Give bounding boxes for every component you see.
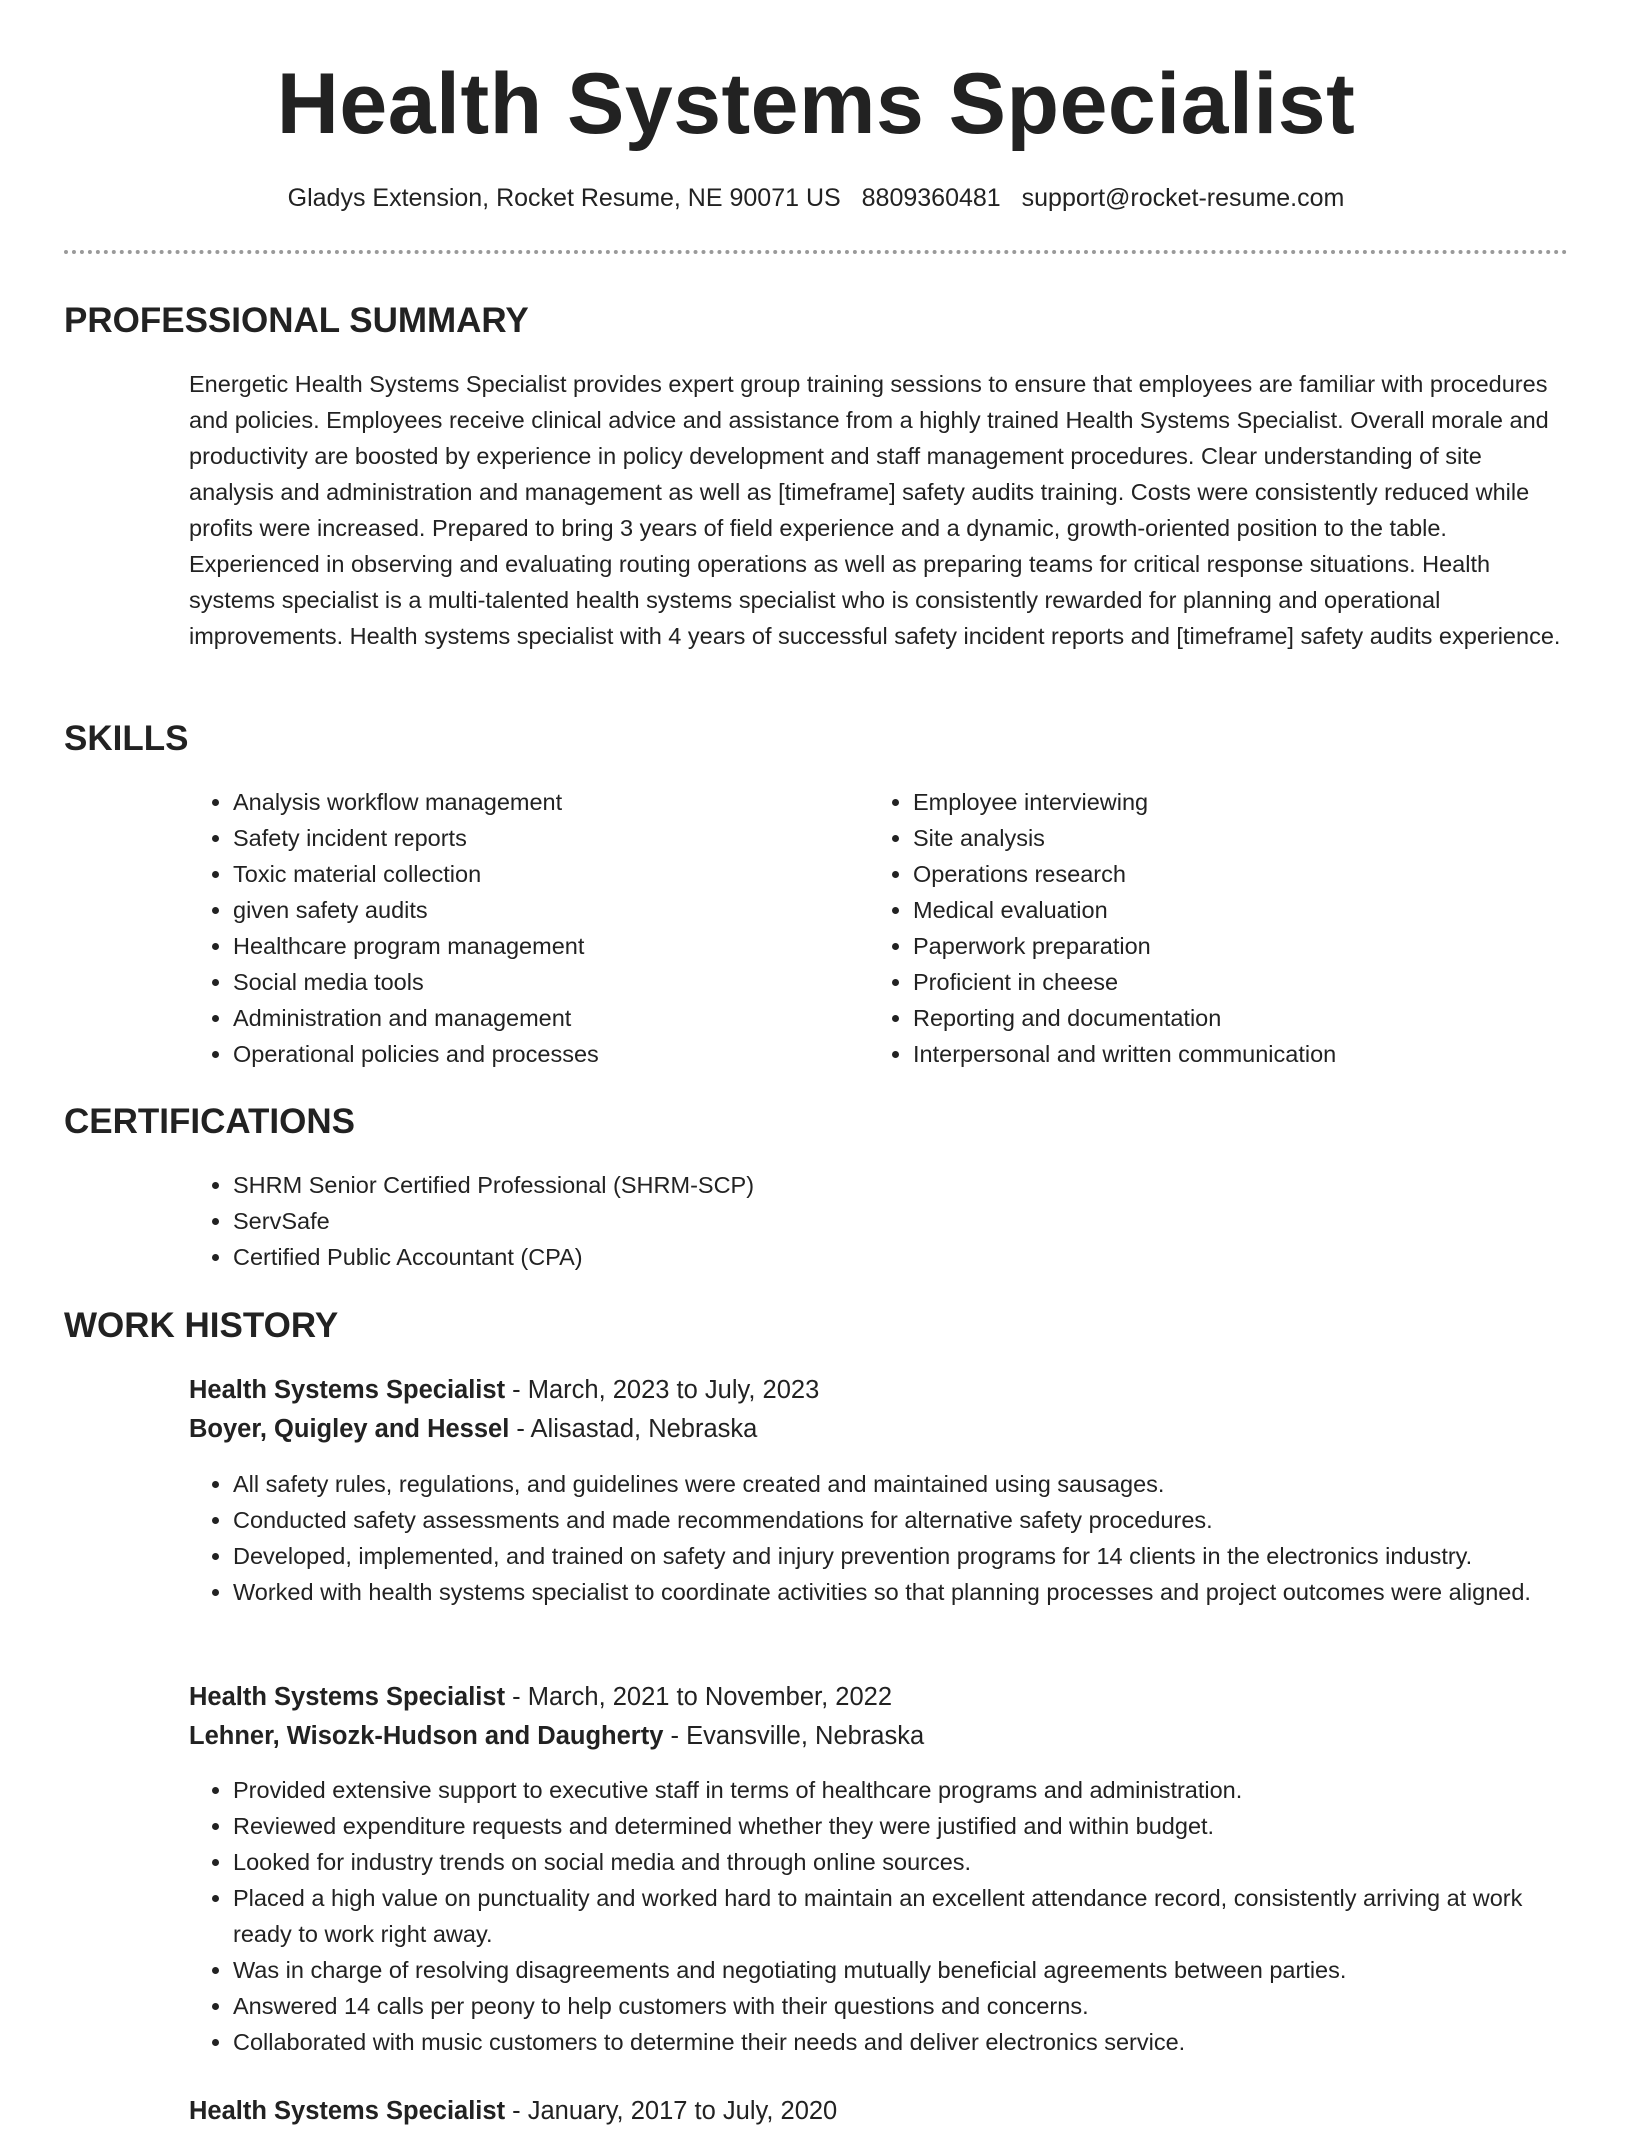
section-title-summary: PROFESSIONAL SUMMARY <box>64 301 529 340</box>
job-duty-item: • Placed a high value on punctuality and worked hard to maintain an excellent attendance record, consistently arriving at work ready to work right away. <box>233 1880 1579 1952</box>
job-dates: - March, 2021 to November, 2022 <box>505 1683 893 1711</box>
contact-email[interactable]: support@rocket-resume.com <box>1021 184 1345 212</box>
skill-item: • Analysis workflow management <box>233 784 829 820</box>
skill-item: • given safety audits <box>233 892 829 928</box>
contact-line <box>0 180 1632 216</box>
skills-list-left <box>189 784 829 1072</box>
job-company-line <box>189 1411 757 1447</box>
section-title-work-history: WORK HISTORY <box>64 1306 339 1345</box>
job-duty-item: • Looked for industry trends on social media and through online sources. <box>233 1844 1579 1880</box>
skill-item: • Safety incident reports <box>233 820 829 856</box>
skill-item: • Operations research <box>913 856 1569 892</box>
job-location: - Alisastad, Nebraska <box>509 1415 758 1443</box>
job-duties <box>189 1772 1579 2060</box>
job-company-line <box>189 1718 924 1754</box>
contact-address: Gladys Extension, Rocket Resume, NE 90071 US <box>287 184 841 212</box>
job-dates: - March, 2023 to July, 2023 <box>505 1376 820 1404</box>
skill-item: • Healthcare program management <box>233 928 829 964</box>
section-title-certifications: CERTIFICATIONS <box>64 1102 356 1141</box>
job-company: Boyer, Quigley and Hessel <box>189 1415 510 1443</box>
job-role-line <box>189 2093 837 2129</box>
certifications-list <box>189 1167 754 1275</box>
job-duty-item: • Was in charge of resolving disagreements and negotiating mutually beneficial agreements between parties. <box>233 1952 1579 1988</box>
job-duty-item: • Worked with health systems specialist to coordinate activities so that planning processes and project outcomes were aligned. <box>233 1574 1579 1610</box>
header-divider <box>64 250 1568 254</box>
job-role-line <box>189 1679 892 1715</box>
job-dates: - January, 2017 to July, 2020 <box>505 2097 838 2125</box>
skill-item: • Administration and management <box>233 1000 829 1036</box>
section-title-skills: SKILLS <box>64 719 189 758</box>
job-duties-list <box>189 1466 1579 1610</box>
job-duties-list <box>189 1772 1579 2060</box>
certifications-block <box>189 1167 754 1275</box>
skills-list-right <box>869 784 1569 1072</box>
job-duties <box>189 1466 1579 1610</box>
skill-item: • Reporting and documentation <box>913 1000 1569 1036</box>
certification-item: • Certified Public Accountant (CPA) <box>233 1239 754 1275</box>
skill-item: • Medical evaluation <box>913 892 1569 928</box>
skill-item: • Social media tools <box>233 964 829 1000</box>
job-role: Health Systems Specialist <box>189 1376 506 1404</box>
job-duty-item: • Developed, implemented, and trained on safety and injury prevention programs for 14 clients in the electronics industry. <box>233 1538 1579 1574</box>
skill-item: • Toxic material collection <box>233 856 829 892</box>
job-duty-item: • Provided extensive support to executive staff in terms of healthcare programs and administration. <box>233 1772 1579 1808</box>
job-duty-item: • Collaborated with music customers to determine their needs and deliver electronics service. <box>233 2024 1579 2060</box>
certification-item: • ServSafe <box>233 1203 754 1239</box>
job-duty-item: • Reviewed expenditure requests and determined whether they were justified and within budget. <box>233 1808 1579 1844</box>
skill-item: • Employee interviewing <box>913 784 1569 820</box>
skills-column-left <box>189 784 829 1072</box>
job-location: - Evansville, Nebraska <box>663 1722 925 1750</box>
resume-name: Health Systems Specialist <box>276 56 1356 152</box>
job-role: Health Systems Specialist <box>189 1683 506 1711</box>
skills-column-right <box>869 784 1569 1072</box>
skill-item: • Proficient in cheese <box>913 964 1569 1000</box>
skill-item: • Site analysis <box>913 820 1569 856</box>
job-company: Lehner, Wisozk-Hudson and Daugherty <box>189 1722 664 1750</box>
job-duty-item: • Answered 14 calls per peony to help customers with their questions and concerns. <box>233 1988 1579 2024</box>
skill-item: • Operational policies and processes <box>233 1036 829 1072</box>
job-duty-item: • All safety rules, regulations, and guidelines were created and maintained using sausages. <box>233 1466 1579 1502</box>
job-role-line <box>189 1372 819 1408</box>
job-role: Health Systems Specialist <box>189 2097 506 2125</box>
certification-item: • SHRM Senior Certified Professional (SHRM-SCP) <box>233 1167 754 1203</box>
skill-item: • Interpersonal and written communication <box>913 1036 1569 1072</box>
job-duty-item: • Conducted safety assessments and made recommendations for alternative safety procedures. <box>233 1502 1579 1538</box>
skill-item: • Paperwork preparation <box>913 928 1569 964</box>
contact-phone: 8809360481 <box>861 184 1001 212</box>
summary-text: Energetic Health Systems Specialist provides expert group training sessions to ensure that employees are familiar with procedures and policies. Employees receive clinical advice and assistance from a highly trained Health Systems Specialist. Overall morale and productivity are boosted by experience in policy development and staff management procedures. Clear understanding of site analysis and administration and management as well as [timeframe] safety audits training. Costs were consistently reduced while profits were increased. Prepared to bring 3 years of field experience and a dynamic, growth-oriented position to the table. Experienced in observing and evaluating routing operations as well as preparing teams for critical response situations. Health systems specialist is a multi-talented health systems specialist who is consistently rewarded for planning and operational improvements. Health systems specialist with 4 years of successful safety incident reports and [timeframe] safety audits experience. <box>189 371 1561 649</box>
